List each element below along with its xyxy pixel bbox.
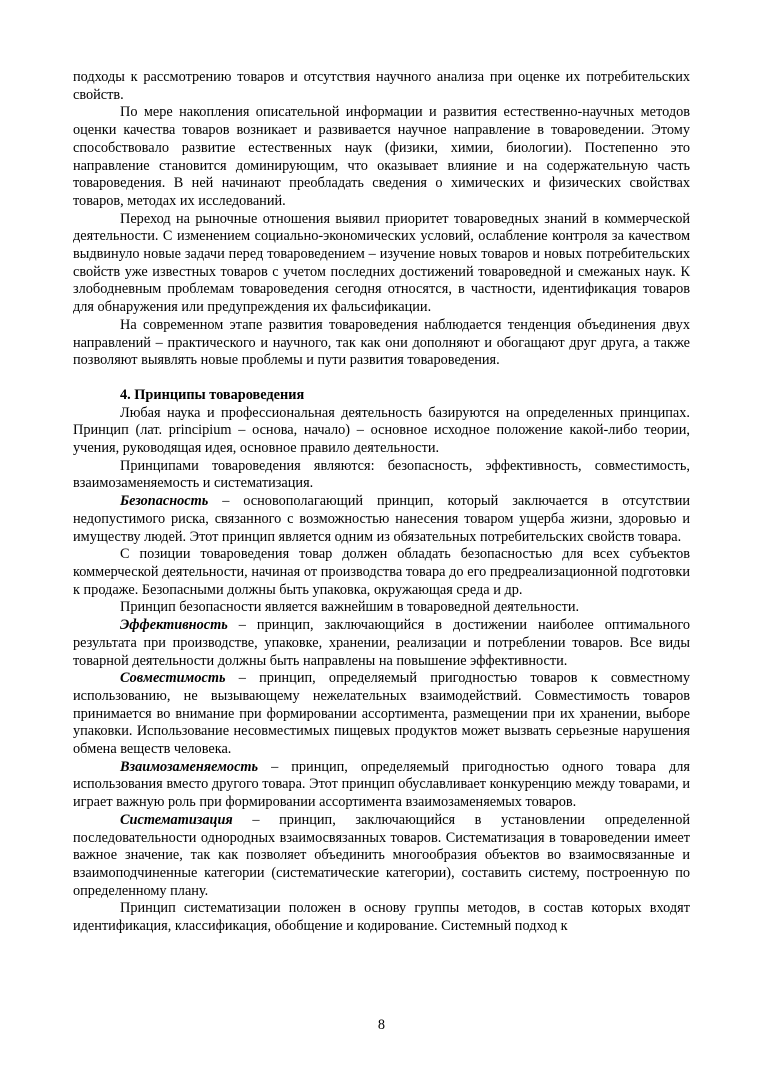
paragraph-systematization <box>73 812 690 901</box>
paragraph: Принципами товароведения являются: безопасность, эффективность, совместимость, взаимозаменяемость и систематизация. <box>73 457 690 492</box>
paragraph: Переход на рыночные отношения выявил приоритет товароведных знаний в коммерческой деятельности. С изменением социально-экономических условий, ослабление контроля за качеством выдвинуло новые задачи перед товароведением – изучение новых товаров и новых потребительских свойств уже известных товаров с учетом последних достижений товароведной и смежаных наук. К злободневным проблемам товароведения сегодня относятся, в частности, идентификация товаров для обнаружения или предупреждения их фальсификации. <box>73 210 690 316</box>
document-page <box>73 69 690 936</box>
paragraph: подходы к рассмотрению товаров и отсутствия научного анализа при оценке их потребительских свойств. <box>73 69 690 103</box>
term-compatibility: Совместимость <box>120 670 226 687</box>
definition-compatibility: – принцип, определяемый пригодностью товаров к совместному использованию, не вызывающему нежелательных взаимодействий. Совместимость товаров принимается во внимание при формировании ассортимента, размещении при их хранении, выборе упаковки. Использование несовместимых пищевых продуктов может вызвать серьезные нарушения обмена веществ человека. <box>73 670 690 758</box>
paragraph: Любая наука и профессиональная деятельность базируются на определенных принципах. Принцип (лат. principium – основа, начало) – основное исходное положение какой-либо теории, учения, руководящая идея, основное правило деятельности. <box>73 404 690 457</box>
page-number: 8 <box>377 1017 386 1033</box>
definition-safety: – основополагающий принцип, который заключается в отсутствии недопустимого риска, связанного с возможностью нанесения товаром ущерба жизни, здоровью и имуществу людей. Этот принцип является одним из обязательных потребительских свойств товара. <box>73 493 690 545</box>
paragraph-safety <box>73 493 690 546</box>
paragraph: Принцип безопасности является важнейшим в товароведной деятельности. <box>120 599 580 616</box>
term-efficiency: Эффективность <box>120 617 228 634</box>
term-systematization: Систематизация <box>120 811 233 828</box>
paragraph-compatibility <box>73 670 690 759</box>
definition-efficiency: – принцип, заключающийся в достижении наиболее оптимального результата при производстве, упаковке, хранении, реализации и потреблении товаров. Все виды товарной деятельности должны быть направлены на повышение эффективности. <box>73 617 690 669</box>
paragraph: На современном этапе развития товароведения наблюдается тенденция объединения двух направлений – практического и научного, так как они дополняют и обогащают друг друга, а также позволяют выявлять новые проблемы и пути развития товароведения. <box>73 316 690 369</box>
paragraph-efficiency <box>73 617 690 670</box>
paragraph: Принцип систематизации положен в основу группы методов, в состав которых входят идентификация, классификация, обобщение и кодирование. Системный подход к <box>73 900 690 935</box>
definition-interchangeability: – принцип, определяемый пригодностью одного товара для использования вместо другого товара. Этот принцип обуславливает конкуренцию между товарами, и играет важную роль при формировании ассортимента взаимозаменяемых товаров. <box>73 758 690 811</box>
paragraph-interchangeability <box>73 759 690 812</box>
paragraph: По мере накопления описательной информации и развития естественно-научных методов оценки качества товаров возникает и развивается научное направление в товароведении. Этому способствовало развитие естественных наук (физики, химии, биологии). Постепенно это направление становится доминирующим, что оказывает влияние и на содержательную часть товароведения. В ней начинают преобладать сведения о химических и физических свойствах товаров, методах их исследований. <box>73 104 690 209</box>
section-heading: 4. Принципы товароведения <box>120 386 305 403</box>
term-safety: Безопасность <box>120 493 209 510</box>
term-interchangeability: Взаимозаменяемость <box>120 758 259 775</box>
paragraph: С позиции товароведения товар должен обладать безопасностью для всех субъектов коммерческой деятельности, начиная от производства товара до его предреализационной подготовки к продаже. Безопасными должны быть упаковка, окружающая среда и др. <box>73 546 690 598</box>
definition-systematization: – принцип, заключающийся в установлении определенной последовательности однородных взаимосвязанных товаров. Систематизация в товароведении имеет важное значение, так как позволяет объединить многообразия объектов во взаимосвязанные и взаимоподчиненные категории (систематические категории), составить систему, построенную по определенному плану. <box>73 811 690 899</box>
